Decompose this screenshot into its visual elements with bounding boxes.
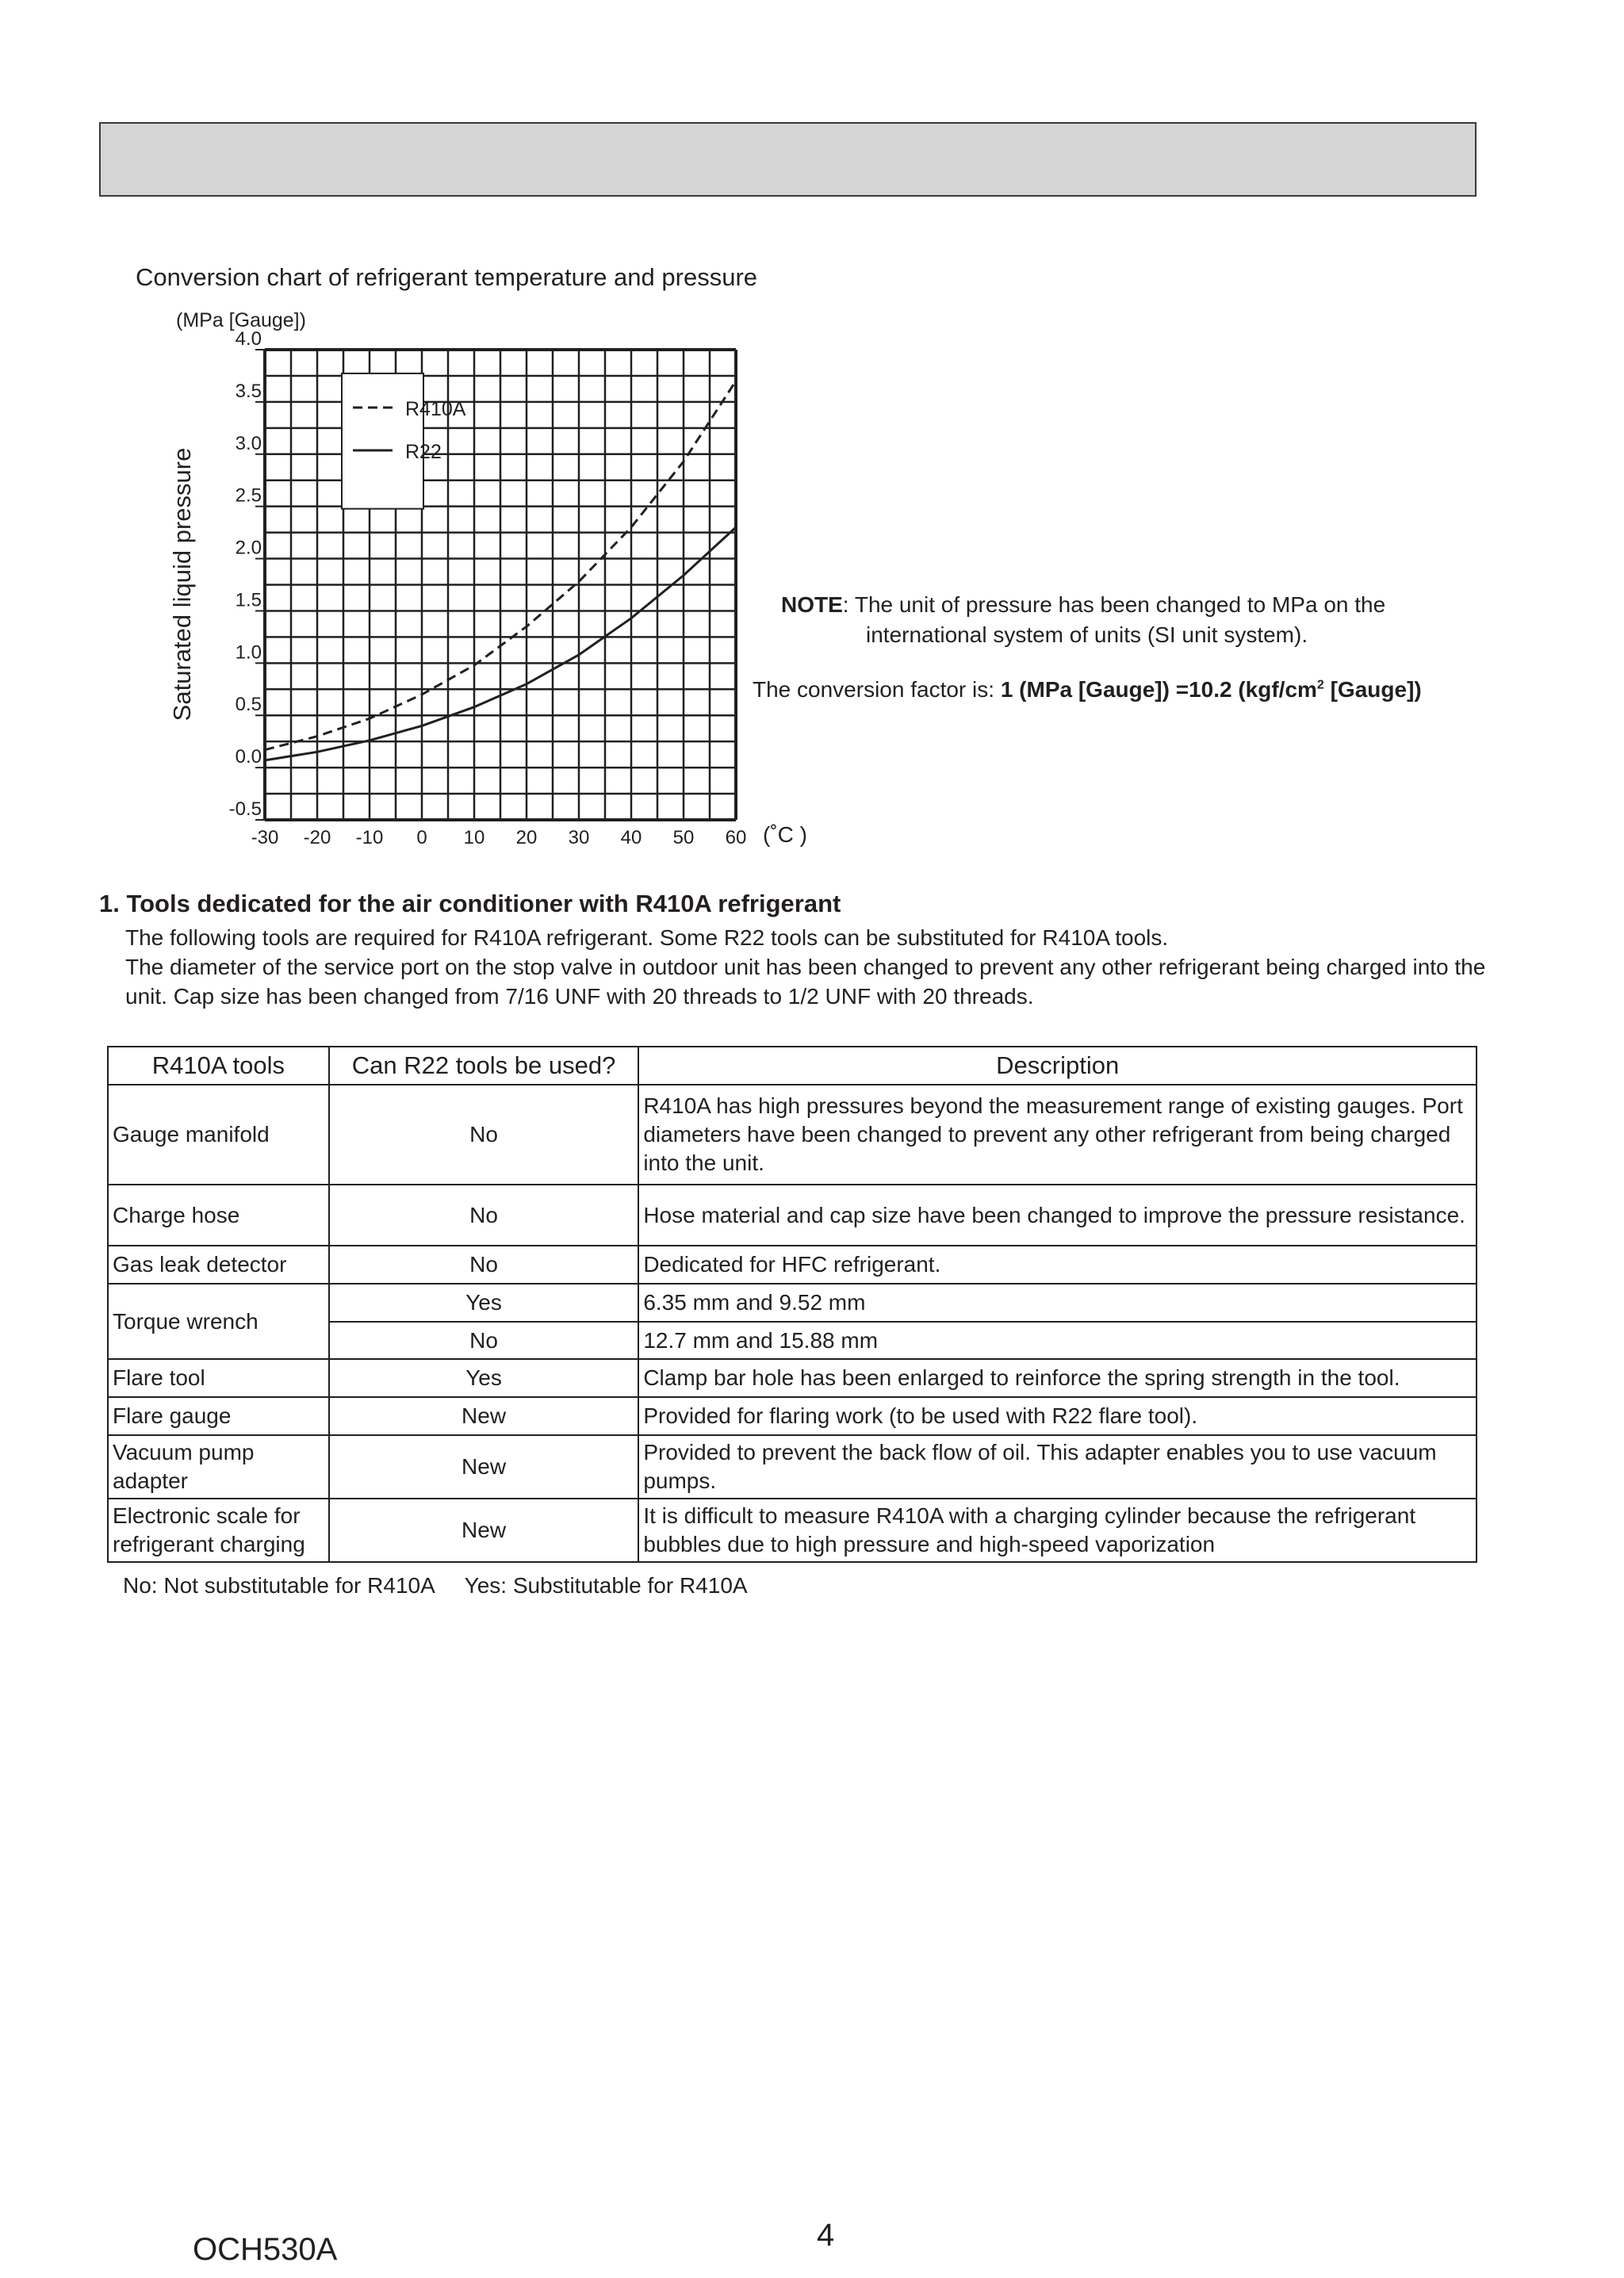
y-tick-label: 0.5 — [235, 694, 262, 716]
x-tick-label: 10 — [463, 827, 485, 848]
tool-name: Gauge manifold — [108, 1085, 329, 1185]
tool-can-use: New — [329, 1499, 639, 1562]
x-tick-label: 0 — [416, 827, 427, 848]
x-tick-label: -30 — [251, 827, 279, 848]
tool-description: Dedicated for HFC refrigerant. — [638, 1246, 1477, 1284]
header-description: Description — [638, 1047, 1477, 1085]
tool-name: Torque wrench — [108, 1284, 329, 1359]
tool-can-use: New — [329, 1435, 639, 1499]
header-tools: R410A tools — [108, 1047, 329, 1085]
header-can-use: Can R22 tools be used? — [329, 1047, 639, 1085]
x-tick-label: 20 — [515, 827, 538, 848]
table-row — [108, 1499, 1477, 1562]
document-code: OCH530A — [193, 2232, 338, 2267]
y-tick-label: 3.0 — [235, 432, 262, 454]
tool-can-use: No — [329, 1085, 639, 1185]
y-tick-label: 0.0 — [235, 746, 262, 768]
tool-name: Electronic scale for refrigerant charging — [108, 1499, 329, 1562]
y-axis-label: Saturated liquid pressure — [168, 447, 196, 722]
y-tick-label: 2.0 — [235, 537, 262, 559]
section-title: 1. Tools dedicated for the air conditioner with R410A refrigerant — [99, 890, 841, 917]
tool-description: It is difficult to measure R410A with a charging cylinder because the refrigerant bubbles due to high pressure and high-speed vaporization — [638, 1499, 1477, 1562]
conversion-end: [Gauge]) — [1323, 677, 1422, 702]
tool-description: Hose material and cap size have been changed to improve the pressure resistance. — [638, 1185, 1477, 1246]
legend-label-r22: R22 — [405, 440, 442, 463]
tool-name: Flare tool — [108, 1359, 329, 1397]
tool-name: Vacuum pump adapter — [108, 1435, 329, 1499]
table-header-row — [108, 1047, 1477, 1085]
footnote: No: Not substitutable for R410A Yes: Substitutable for R410A — [123, 1573, 748, 1598]
tool-name: Flare gauge — [108, 1397, 329, 1435]
table-row — [108, 1359, 1477, 1397]
note-line1: : The unit of pressure has been changed to MPa on the — [842, 592, 1386, 617]
tool-description: R410A has high pressures beyond the measurement range of existing gauges. Port diameters have been changed to prevent any other refrigerant from being charged into the unit. — [638, 1085, 1477, 1185]
conversion-value — [1001, 677, 1422, 702]
section-body — [125, 923, 1489, 1011]
conversion-main: 1 (MPa [Gauge]) =10.2 (kgf/cm — [1000, 677, 1317, 702]
tool-description: 6.35 mm and 9.52 mm — [638, 1284, 1477, 1322]
y-tick-label: 2.5 — [235, 484, 262, 507]
x-tick-label: 50 — [672, 827, 695, 848]
legend-label-r410a: R410A — [405, 397, 466, 420]
tool-description: Provided to prevent the back flow of oil. This adapter enables you to use vacuum pumps. — [638, 1435, 1477, 1499]
x-tick-label: -10 — [355, 827, 384, 848]
tool-can-use: No — [329, 1246, 639, 1284]
tool-can-use: New — [329, 1397, 639, 1435]
tool-can-use: Yes — [329, 1284, 639, 1322]
x-tick-label: 30 — [568, 827, 590, 848]
y-tick-label: 1.5 — [235, 589, 262, 611]
y-tick-label: 1.0 — [235, 641, 262, 664]
tools-table — [107, 1046, 1477, 1563]
x-tick-label: 40 — [620, 827, 642, 848]
page-number: 4 — [817, 2218, 835, 2253]
note-label: NOTE — [781, 592, 843, 617]
tool-can-use: No — [329, 1185, 639, 1246]
table-row — [108, 1397, 1477, 1435]
x-tick-label: 60 — [725, 827, 747, 848]
x-unit-label: (˚C ) — [763, 822, 807, 847]
y-tick-label: -0.5 — [228, 798, 262, 820]
tool-name: Charge hose — [108, 1185, 329, 1246]
conversion-sup: 2 — [1316, 678, 1324, 692]
table-row — [108, 1185, 1477, 1246]
tool-description: Provided for flaring work (to be used with R22 flare tool). — [638, 1397, 1477, 1435]
table-row — [108, 1246, 1477, 1284]
table-row — [108, 1284, 1477, 1322]
chart-title: Conversion chart of refrigerant temperature and pressure — [136, 263, 758, 291]
y-unit-label: (MPa [Gauge]) — [176, 309, 306, 331]
note-line2: international system of units (SI unit system). — [866, 622, 1308, 647]
section-para-2: The diameter of the service port on the stop valve in outdoor unit has been changed to prevent any other refrigerant being charged into the unit. Cap size has been changed from 7/16 UNF with 20 threads to 1/2 UNF with 20 threads. — [125, 955, 1486, 1009]
conversion-prefix: The conversion factor is: — [753, 677, 1001, 702]
tool-description: 12.7 mm and 15.88 mm — [638, 1322, 1477, 1359]
note — [781, 590, 1385, 650]
y-tick-label: 3.5 — [235, 380, 262, 402]
pressure-temperature-chart — [0, 0, 1624, 872]
table-row — [108, 1085, 1477, 1185]
y-tick-label: 4.0 — [235, 328, 262, 350]
x-tick-label: -20 — [303, 827, 331, 848]
table-row — [108, 1435, 1477, 1499]
section-para-1: The following tools are required for R410A refrigerant. Some R22 tools can be substituted for R410A tools. — [125, 925, 1169, 950]
conversion-factor — [753, 677, 1422, 703]
tool-can-use: No — [329, 1322, 639, 1359]
tool-can-use: Yes — [329, 1359, 639, 1397]
tool-description: Clamp bar hole has been enlarged to reinforce the spring strength in the tool. — [638, 1359, 1477, 1397]
tool-name: Gas leak detector — [108, 1246, 329, 1284]
